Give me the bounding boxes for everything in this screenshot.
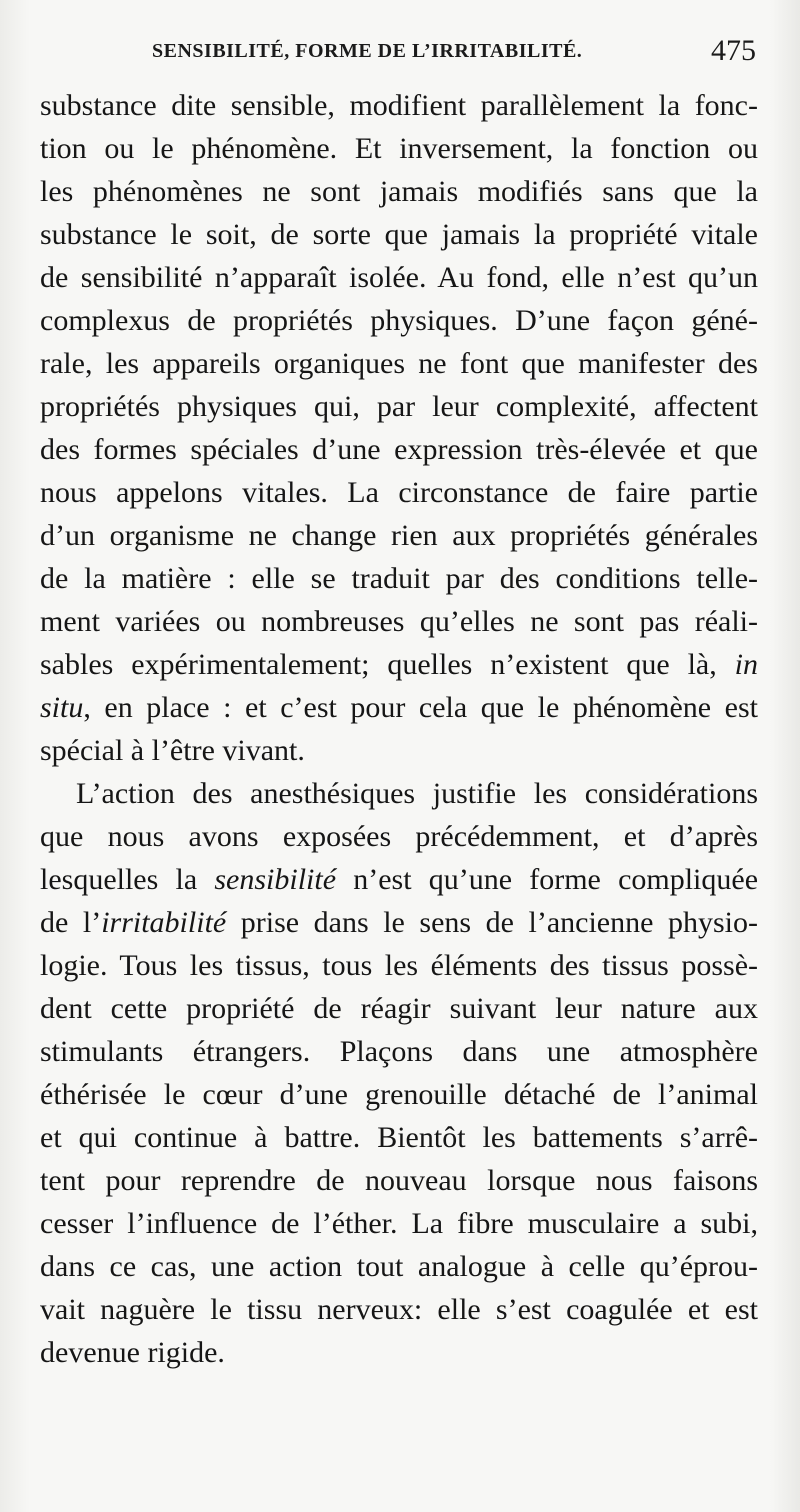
text-line: des formes spéciales d’une expression très-élevée et que (40, 433, 758, 466)
running-head: SENSIBILITÉ, FORME DE L’IRRITABILITÉ. (152, 40, 583, 62)
text-line: vait naguère le tissu nerveux: elle s’est coagulée et est (40, 1293, 758, 1326)
text-line: que nous avons exposées précédemment, et d’après (40, 820, 758, 853)
text-line: substance dite sensible, modifient parallèlement la fonc- (40, 89, 758, 122)
text-line: cesser l’influence de l’éther. La fibre musculaire a subi, (40, 1207, 758, 1240)
text-line: les phénomènes ne sont jamais modifiés sans que la (40, 175, 758, 208)
text-line: rale, les appareils organiques ne font que manifester des (40, 347, 758, 380)
italic-text: irritabilité (101, 906, 227, 939)
text-line: tion ou le phénomène. Et inversement, la fonction ou (40, 132, 758, 165)
page-header (0, 36, 800, 76)
text-line: spécial à l’être vivant. (40, 734, 305, 767)
text-line: de la matière : elle se traduit par des conditions telle- (40, 562, 758, 595)
text-line (40, 686, 758, 729)
text-line: stimulants étrangers. Plaçons dans une atmosphère (40, 1035, 758, 1068)
page-number: 475 (711, 34, 756, 67)
text-line: tent pour reprendre de nouveau lorsque nous faisons (40, 1164, 758, 1197)
text-line: dent cette propriété de réagir suivant leur nature aux (40, 992, 758, 1025)
text-line: éthérisée le cœur d’une grenouille détaché de l’animal (40, 1078, 758, 1111)
text-segment: sables expérimentalement; quelles n’existent que là, (40, 648, 717, 681)
text-line (40, 643, 758, 686)
text-line: ment variées ou nombreuses qu’elles ne sont pas réali- (40, 605, 758, 638)
text-segment: lesquelles la (40, 863, 198, 896)
text-line: devenue rigide. (40, 1336, 225, 1369)
text-line: de sensibilité n’apparaît isolée. Au fond, elle n’est qu’un (40, 261, 758, 294)
text-segment: n’est qu’une forme compliquée (353, 863, 759, 896)
text-line: complexus de propriétés physiques. D’une façon géné- (40, 304, 758, 337)
text-segment: de l’ (40, 906, 102, 939)
body-text (40, 84, 758, 1374)
italic-text: situ (40, 691, 84, 724)
italic-text: sensibilité (214, 863, 337, 896)
text-line (40, 858, 758, 901)
text-line: et qui continue à battre. Bientôt les battements s’arrê- (40, 1121, 758, 1154)
text-line: propriétés physiques qui, par leur complexité, affectent (40, 390, 758, 423)
text-line: nous appelons vitales. La circonstance de faire partie (40, 476, 758, 509)
text-line: logie. Tous les tissus, tous les éléments des tissus possè- (40, 949, 758, 982)
text-line: dans ce cas, une action tout analogue à celle qu’éprou- (40, 1250, 758, 1283)
text-line: substance le soit, de sorte que jamais la propriété vitale (40, 218, 758, 251)
text-line (40, 901, 758, 944)
text-segment: , en place : et c’est pour cela que le phénomène est (83, 691, 758, 724)
text-line: L’action des anesthésiques justifie les considérations (76, 777, 758, 810)
text-segment: prise dans le sens de l’ancienne physio- (240, 906, 759, 939)
text-line: d’un organisme ne change rien aux propriétés générales (40, 519, 758, 552)
italic-text: in (734, 648, 759, 681)
